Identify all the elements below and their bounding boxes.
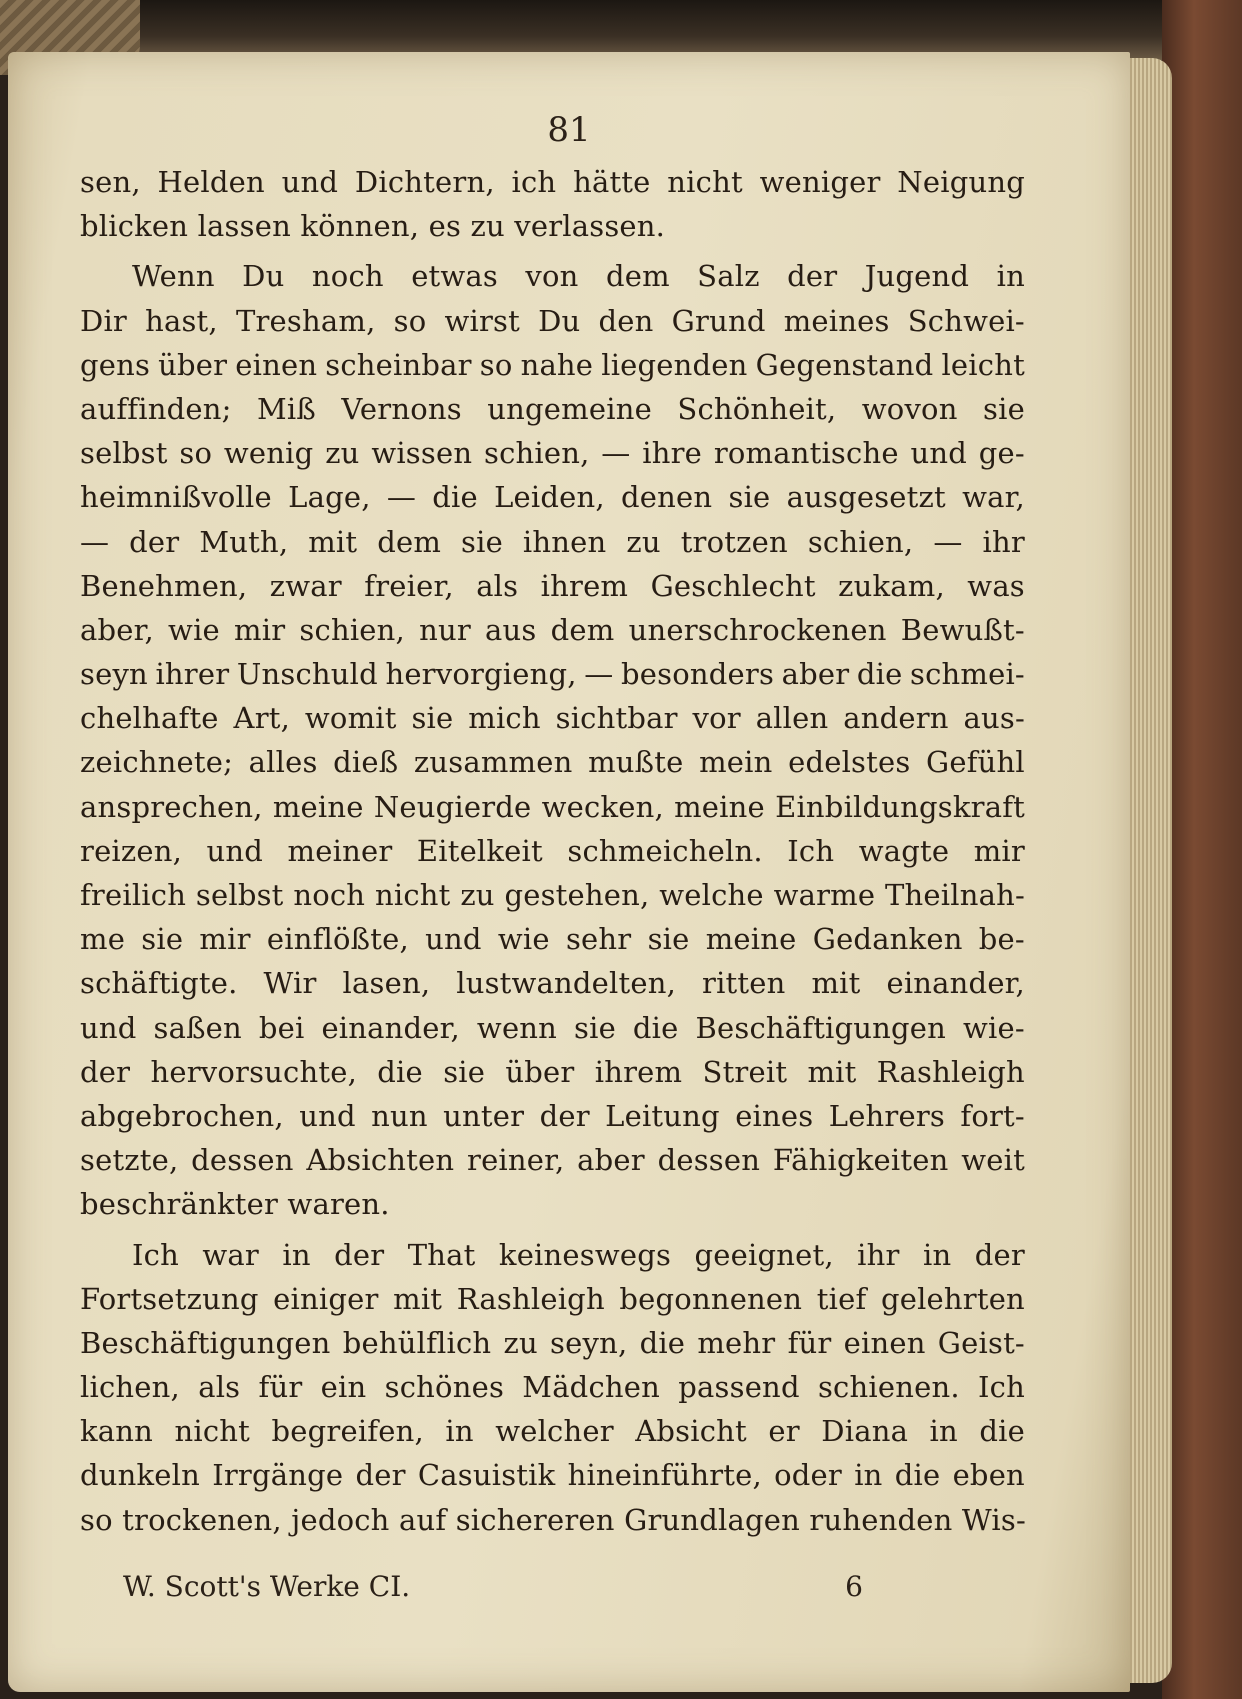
- text-line: reizen, und meiner Eitelkeit schmeicheln. Ich wagte mir: [80, 833, 1025, 868]
- text-line: und saßen bei einander, wenn sie die Beschäftigungen wie-: [80, 1010, 1025, 1045]
- text-line: kann nicht begreifen, in welcher Absicht er Diana in die: [80, 1414, 1025, 1449]
- page-edges: [1128, 58, 1172, 1683]
- text-line: sen, Helden und Dichtern, ich hätte nicht weniger Neigung: [80, 165, 1025, 199]
- page-footer: [123, 1570, 863, 1603]
- text-line: Wenn Du noch etwas von dem Salz der Jugend in: [132, 259, 1025, 294]
- text-line: selbst so wenig zu wissen schien, — ihre romantische und ge-: [80, 436, 1025, 471]
- text-line: heimnißvolle Lage, — die Leiden, denen sie ausgesetzt war,: [80, 480, 1025, 515]
- book-cover-right: [1162, 0, 1242, 1699]
- text-line: der hervorsuchte, die sie über ihrem Streit mit Rashleigh: [80, 1054, 1025, 1089]
- text-line: dunkeln Irrgänge der Casuistik hineinführte, oder in die eben: [80, 1458, 1025, 1493]
- book-binding-top: [0, 0, 1242, 60]
- text-line: schäftigte. Wir lasen, lustwandelten, ritten mit einander,: [80, 966, 1025, 1001]
- text-line: freilich selbst noch nicht zu gestehen, welche warme Theilnah-: [80, 878, 1025, 912]
- page-text: [80, 160, 1025, 1542]
- text-line: Fortsetzung einiger mit Rashleigh begonnenen tief gelehrten: [80, 1281, 1025, 1316]
- book-page: [8, 52, 1130, 1692]
- text-line: blicken lassen können, es zu verlassen.: [80, 209, 666, 244]
- text-line: me sie mir einflößte, und wie sehr sie meine Gedanken be-: [80, 922, 1025, 957]
- text-line: seyn ihrer Unschuld hervorgieng, — besonders aber die schmei-: [80, 657, 1025, 692]
- text-line: beschränkter waren.: [80, 1187, 390, 1222]
- text-line: setzte, dessen Absichten reiner, aber dessen Fähigkeiten weit: [80, 1143, 1025, 1178]
- text-line: so trockenen, jedoch auf sichereren Grundlagen ruhenden Wis-: [80, 1502, 1026, 1537]
- text-line: abgebrochen, und nun unter der Leitung eines Lehrers fort-: [80, 1098, 1025, 1133]
- text-line: Beschäftigungen behülflich zu seyn, die mehr für einen Geist-: [80, 1325, 1025, 1360]
- text-line: Ich war in der That keineswegs geeignet, ihr in der: [132, 1237, 1025, 1272]
- text-line: Dir hast, Tresham, so wirst Du den Grund meines Schwei-: [80, 303, 1025, 338]
- sheet-number: 6: [845, 1570, 863, 1603]
- text-line: lichen, als für ein schönes Mädchen passend schienen. Ich: [80, 1370, 1025, 1405]
- printer-signature: W. Scott's Werke CI.: [123, 1570, 411, 1603]
- text-line: chelhafte Art, womit sie mich sichtbar vor allen andern aus-: [80, 701, 1025, 736]
- text-line: aber, wie mir schien, nur aus dem unerschrockenen Bewußt-: [80, 612, 1025, 647]
- text-line: auffinden; Miß Vernons ungemeine Schönheit, wovon sie: [80, 391, 1025, 426]
- page-number: 81: [547, 110, 591, 150]
- text-line: ansprechen, meine Neugierde wecken, meine Einbildungskraft: [80, 789, 1025, 824]
- text-line: zeichnete; alles dieß zusammen mußte mein edelstes Gefühl: [80, 745, 1025, 780]
- text-line: gens über einen scheinbar so nahe liegenden Gegenstand leicht: [80, 347, 1025, 382]
- text-line: — der Muth, mit dem sie ihnen zu trotzen schien, — ihr: [80, 524, 1025, 559]
- text-line: Benehmen, zwar freier, als ihrem Geschlecht zukam, was: [80, 568, 1025, 603]
